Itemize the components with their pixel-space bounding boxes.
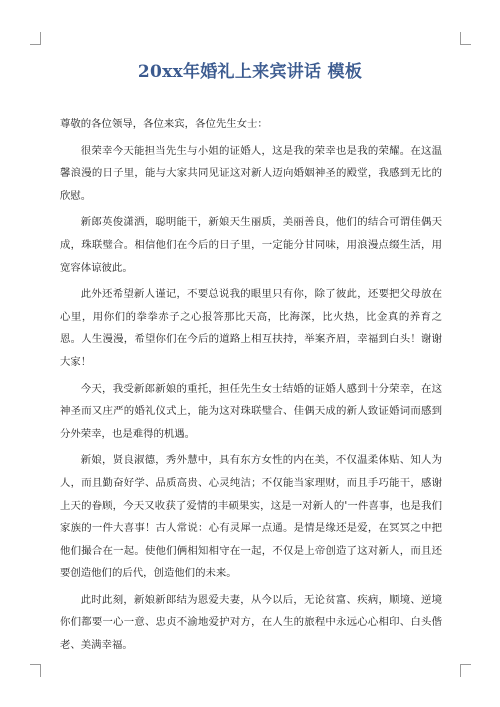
paragraph-5: 新娘，贤良淑德，秀外慧中，具有东方女性的内在美，不仅温柔体贴、知人为人，而且勤奋好学、品质高贵、心灵纯洁；不仅能当家理财，而且手巧能干，感谢上天的眷顾，今天又收获了爱情的丰硕果实，这是一对新人的'一件喜事，也是我们家族的一件大喜事！古人常说：心有灵犀一点通。是情是缘还是爱，在冥冥之中把他们撮合在一起。使他们俩相知相守在一起，不仅是上帝创造了这对新人，而且还要创造他们的后代，创造他们的未来。 [60,454,442,580]
crop-mark-top-left [30,32,41,45]
paragraph-4: 今天，我受新郎新娘的重托，担任先生女士结婚的证婚人感到十分荣幸，在这神圣而又庄严的婚礼仪式上，能为这对珠联璧合、佳偶天成的新人致证婚词而感到分外荣幸，也是难得的机遇。 [60,382,442,440]
paragraph-6: 此时此刻，新娘新郎结为恩爱夫妻，从今以后，无论贫富、疾病，顺境、逆境你们都要一心一意、忠贞不渝地爱护对方，在人生的旅程中永远心心相印、白头偕老、美满幸福。 [60,593,442,652]
paragraph-1: 很荣幸今天能担当先生与小姐的证婚人，这是我的荣幸也是我的荣耀。在这温馨浪漫的日子里，能与大家共同见证这对新人迈向婚姻神圣的殿堂，我感到无比的欣慰。 [60,144,442,202]
document-body [60,113,442,657]
document-title: 20xx年婚礼上来宾讲话 模板 [137,62,363,82]
crop-mark-bottom-left [30,664,41,677]
crop-mark-bottom-right [460,664,471,677]
greeting: 尊敬的各位领导，各位来宾，各位先生女士： [60,118,268,130]
crop-mark-top-right [460,32,471,45]
paragraph-2: 新郎英俊潇洒，聪明能干，新娘天生丽质，美丽善良，他们的结合可谓佳偶天成，珠联璧合。相信他们在今后的日子里，一定能分甘同味，用浪漫点缀生活，用宽容体谅彼此。 [60,216,442,274]
paragraph-3: 此外还希望新人谨记，不要总说我的眼里只有你，除了彼此，还要把父母放在心里，用你们的拳拳赤子之心报答那比天高，比海深，比火热，比金真的养育之恩。人生漫漫，希望你们在今后的道路上相互扶持，举案齐眉，幸福到白头！谢谢大家！ [60,288,442,368]
